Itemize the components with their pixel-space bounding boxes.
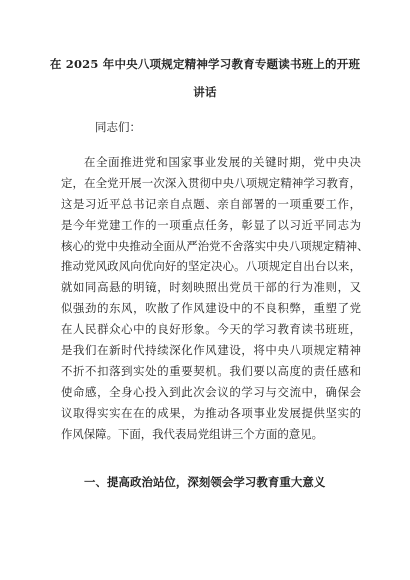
paragraph-line: 就如同高悬的明镜，时刻映照出党员干部的行为准则，又 — [61, 280, 361, 295]
paragraph-line: 定，在全党开展一次深入贯彻中央八项规定精神学习教育， — [61, 175, 361, 190]
paragraph-line: 不折不扣落到实处的重要契机。我们要以高度的责任感和 — [61, 363, 361, 378]
paragraph-line: 作风保障。下面，我代表局党组讲三个方面的意见。 — [61, 426, 323, 441]
paragraph-line: 似强劲的东风，吹散了作风建设中的不良积弊，重塑了党 — [61, 301, 361, 316]
paragraph-line: 推动党风政风向优向好的坚定决心。八项规定自出台以来， — [61, 259, 361, 274]
paragraph-line: 是今年党建工作的一项重点任务，彰显了以习近平同志为 — [61, 217, 361, 232]
salutation: 同志们： — [95, 120, 141, 134]
section-heading: 一、提高政治站位，深刻领会学习教育重大意义 — [84, 475, 326, 489]
document-title-line-2: 讲话 — [193, 85, 217, 99]
paragraph-line: 在人民群众心中的良好形象。今天的学习教育读书班班， — [61, 322, 361, 337]
paragraph-line: 核心的党中央推动全面从严治党不舍落实中央八项规定精神、 — [61, 238, 369, 253]
paragraph-line: 使命感，全身心投入到此次会议的学习与交流中，确保会 — [61, 384, 361, 399]
paragraph-line: 在全面推进党和国家事业发展的关键时期，党中央决 — [84, 155, 361, 169]
document-title-line-1: 在 2025 年中央八项规定精神学习教育专题读书班上的开班 — [49, 57, 361, 71]
paragraph-line: 议取得实实在在的成果，为推动各项事业发展提供坚实的 — [61, 405, 361, 420]
body-paragraph — [61, 152, 369, 444]
paragraph-line: 这是习近平总书记亲自点题、亲自部署的一项重要工作， — [61, 196, 361, 211]
paragraph-line: 是我们在新时代持续深化作风建设，将中央八项规定精神 — [61, 343, 361, 358]
